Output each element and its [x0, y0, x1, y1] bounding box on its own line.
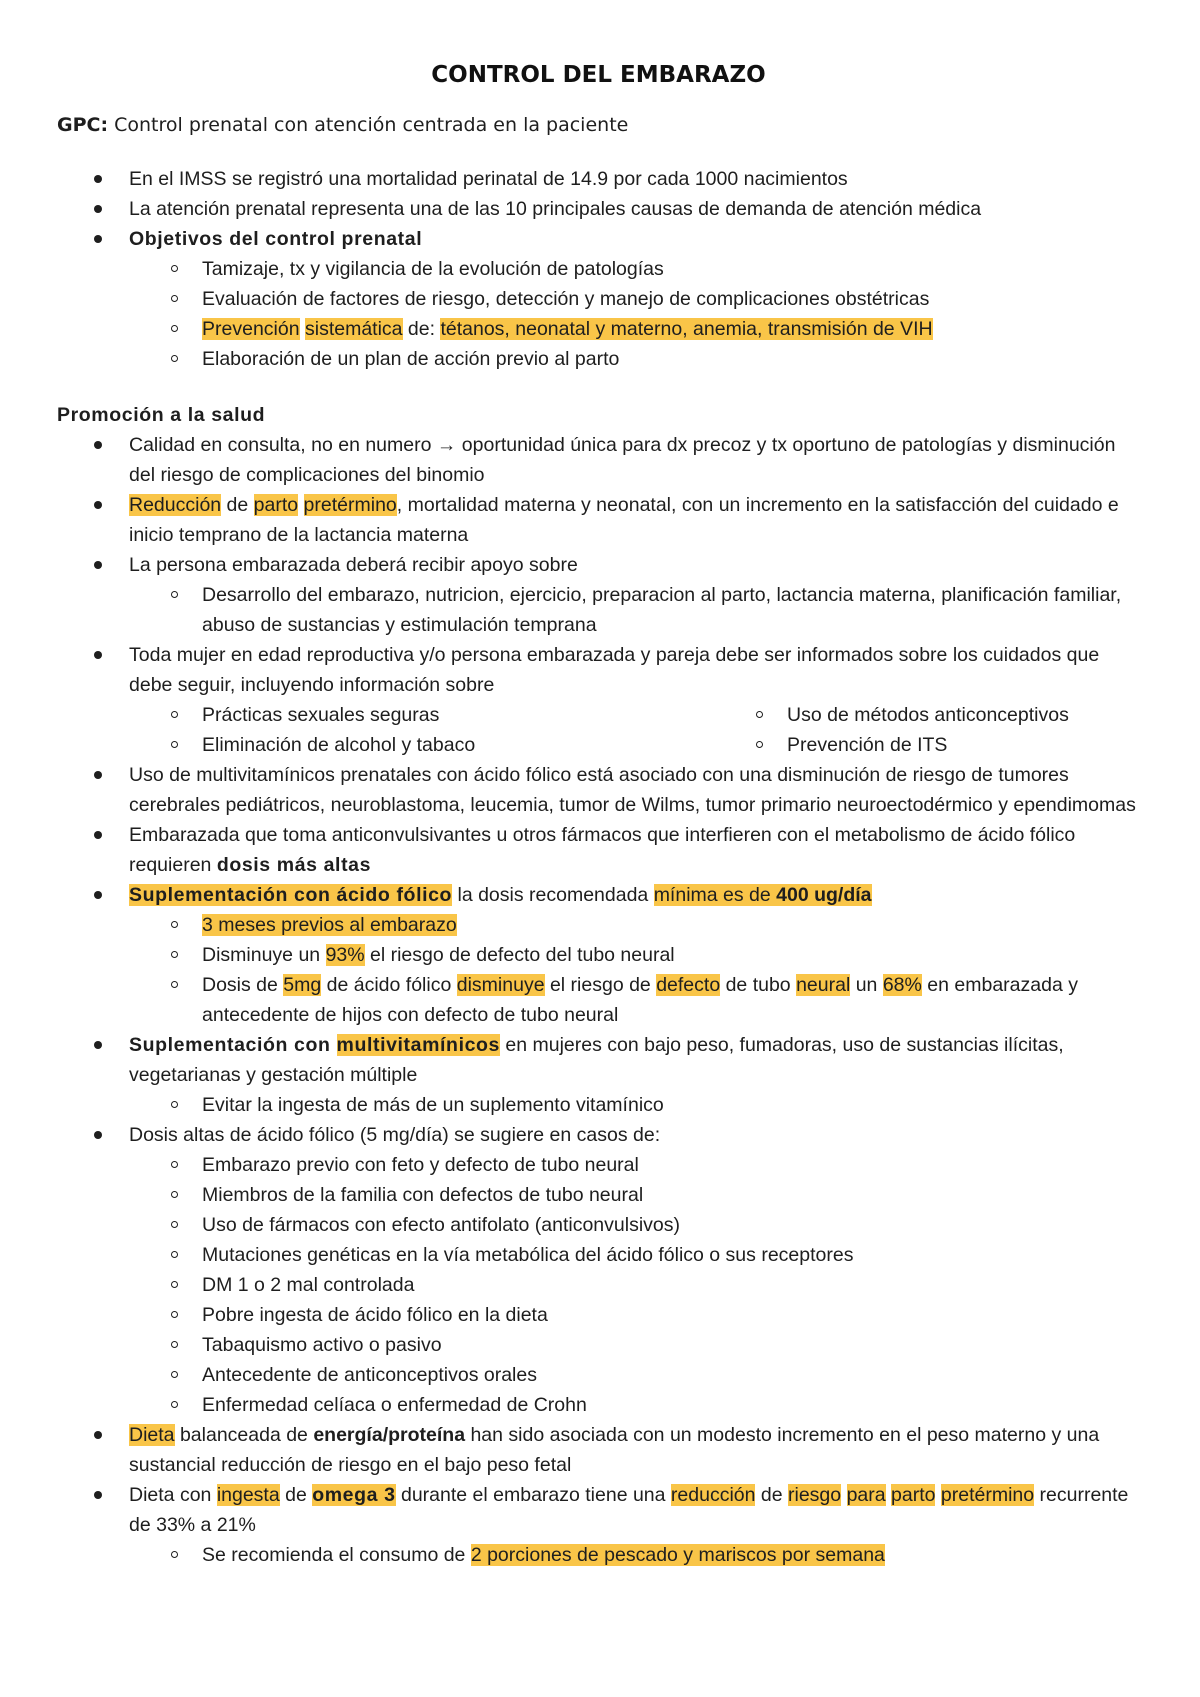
list-item	[57, 820, 1140, 880]
two-column-sublist	[129, 700, 1140, 760]
bold-run: Suplementación con	[129, 1034, 337, 1056]
promo-list	[57, 430, 1140, 1570]
list-item	[57, 1420, 1140, 1480]
intro-list	[57, 164, 1140, 374]
highlight: tétanos, neonatal y materno, anemia, transmisión de VIH	[440, 318, 933, 340]
sub-list-item: Prevención de ITS	[714, 730, 1069, 760]
sub-list-item: Miembros de la familia con defectos de tubo neural	[129, 1180, 1140, 1210]
sub-list-item: Enfermedad celíaca o enfermedad de Crohn	[129, 1390, 1140, 1420]
sub-list-item: Desarrollo del embarazo, nutricion, ejercicio, preparacion al parto, lactancia materna, planificación familiar, abuso de sustancias y estimulación temprana	[129, 580, 1140, 640]
text-run: de	[221, 494, 254, 516]
bold-run: dosis más altas	[216, 854, 372, 876]
highlight: Prevención	[202, 318, 300, 340]
highlight: omega 3	[312, 1484, 396, 1506]
sub-list-item: Uso de métodos anticonceptivos	[714, 700, 1069, 730]
sub-list-item	[129, 910, 1140, 940]
highlight: 3 meses previos al embarazo	[202, 914, 457, 936]
sub-list-col2	[714, 700, 1069, 760]
highlight: Suplementación con ácido fólico	[129, 884, 453, 906]
sub-list-item: Mutaciones genéticas en la vía metabólica del ácido fólico o sus receptores	[129, 1240, 1140, 1270]
list-item	[57, 550, 1140, 640]
gpc-text: Control prenatal con atención centrada en la paciente	[108, 114, 629, 136]
highlight: defecto	[656, 974, 721, 996]
text-run: balanceada de	[174, 1424, 314, 1446]
text-run: Dosis de	[202, 974, 284, 996]
sub-list-item: Embarazo previo con feto y defecto de tubo neural	[129, 1150, 1140, 1180]
gpc-label: GPC:	[57, 114, 109, 136]
text-run: de	[279, 1484, 313, 1506]
sub-list-col1	[129, 700, 714, 760]
text-run: Disminuye un	[202, 944, 326, 966]
sub-list-item	[129, 940, 1140, 970]
list-item	[57, 224, 1140, 374]
highlight: 2 porciones de pescado y mariscos por semana	[470, 1544, 885, 1566]
text-run: de	[755, 1484, 789, 1506]
list-item: Uso de multivitamínicos prenatales con ácido fólico está asociado con una disminución de riesgo de tumores cerebrales pediátricos, neuroblastoma, leucemia, tumor de Wilms, tumor primario neuroectodérmico y ependimomas	[57, 760, 1140, 820]
section-heading-promocion: Promoción a la salud	[57, 404, 266, 426]
gpc-line	[57, 110, 1140, 140]
text-run: Dieta con	[129, 1484, 217, 1506]
objectives-sublist	[129, 254, 1140, 374]
sub-list	[129, 1090, 1140, 1120]
highlight: pretérmino	[940, 1484, 1035, 1506]
list-item	[57, 1120, 1140, 1420]
text-run: un	[850, 974, 883, 996]
text-run: La persona embarazada deberá recibir apoyo sobre	[129, 554, 578, 576]
sub-list-item: Tabaquismo activo o pasivo	[129, 1330, 1140, 1360]
highlight: 5mg	[283, 974, 322, 996]
sub-list-item: Antecedente de anticonceptivos orales	[129, 1360, 1140, 1390]
sub-list-item	[129, 970, 1140, 1030]
highlight: disminuye	[456, 974, 545, 996]
highlight: parto	[253, 494, 299, 516]
text-run: han sido asociada con un modesto incremento en el peso materno y una sustancial reducción de riesgo en el bajo peso fetal	[129, 1424, 1100, 1476]
text-run: durante el embarazo tiene una	[395, 1484, 671, 1506]
text-run: el riesgo de	[544, 974, 657, 996]
sub-list	[129, 1540, 1140, 1570]
highlight	[654, 884, 872, 906]
sub-list-item: Tamizaje, tx y vigilancia de la evolución de patologías	[129, 254, 1140, 284]
sub-list	[129, 580, 1140, 640]
text-run: Se recomienda el consumo de	[202, 1544, 471, 1566]
sub-list-high-dose	[129, 1150, 1140, 1420]
list-item	[57, 1480, 1140, 1570]
text-run: mínima es de	[653, 884, 777, 906]
sub-list-item: Prácticas sexuales seguras	[129, 700, 714, 730]
sub-list-item: Uso de fármacos con efecto antifolato (anticonvulsivos)	[129, 1210, 1140, 1240]
bold-run: energía/proteína	[313, 1424, 466, 1446]
highlight: para	[846, 1484, 886, 1506]
text-run: de ácido fólico	[321, 974, 457, 996]
highlight: sistemática	[304, 318, 403, 340]
bold-run: 400 ug/día	[776, 884, 872, 906]
list-item: Calidad en consulta, no en numero → oportunidad única para dx precoz y tx oportuno de patologías y disminución del riesgo de complicaciones del binomio	[57, 430, 1140, 490]
highlight: neural	[796, 974, 851, 996]
text-run: en embarazada y antecedente de hijos con defecto de tubo neural	[202, 974, 1078, 1026]
list-item	[57, 880, 1140, 1030]
highlight: Reducción	[129, 494, 222, 516]
sub-list-item: DM 1 o 2 mal controlada	[129, 1270, 1140, 1300]
text-run	[841, 1484, 846, 1506]
sub-list-item: Evitar la ingesta de más de un suplemento vitamínico	[129, 1090, 1140, 1120]
highlight: parto	[891, 1484, 936, 1506]
highlight: reducción	[670, 1484, 756, 1506]
sub-list-item	[129, 314, 1140, 344]
highlight: 93%	[325, 944, 365, 966]
text-run: el riesgo de defecto del tubo neural	[364, 944, 675, 966]
sub-list-item: Eliminación de alcohol y tabaco	[129, 730, 714, 760]
objectives-heading: Objetivos del control prenatal	[129, 228, 423, 250]
text-run: en mujeres con bajo peso, fumadoras, uso de sustancias ilícitas, vegetarianas y gestación múltiple	[129, 1034, 1064, 1086]
sub-list-item	[129, 1540, 1140, 1570]
highlight: multivitamínicos	[336, 1034, 500, 1056]
sub-list	[129, 910, 1140, 1030]
text-run: Embarazada que toma anticonvulsivantes u otros fármacos que interfieren con el metabolismo de ácido fólico requieren	[129, 824, 1076, 876]
list-item	[57, 490, 1140, 550]
list-item: La atención prenatal representa una de las 10 principales causas de demanda de atención médica	[57, 194, 1140, 224]
text-run: Toda mujer en edad reproductiva y/o persona embarazada y pareja debe ser informados sobre los cuidados que debe seguir, incluyendo información sobre	[129, 644, 1100, 696]
text-run: Dosis altas de ácido fólico (5 mg/día) se sugiere en casos de:	[129, 1124, 661, 1146]
text-run: recurrente de 33% a 21%	[129, 1484, 1129, 1536]
list-item	[57, 640, 1140, 760]
sub-list-item: Pobre ingesta de ácido fólico en la dieta	[129, 1300, 1140, 1330]
highlight: Dieta	[129, 1424, 175, 1446]
highlight: riesgo	[788, 1484, 842, 1506]
text-run: de tubo	[720, 974, 797, 996]
sub-list-item: Elaboración de un plan de acción previo al parto	[129, 344, 1140, 374]
highlight: pretérmino	[303, 494, 397, 516]
list-item	[57, 1030, 1140, 1120]
text-run: , mortalidad materna y neonatal, con un incremento en la satisfacción del cuidado e inicio temprano de la lactancia materna	[129, 494, 1119, 546]
highlight: ingesta	[216, 1484, 280, 1506]
text-run: la dosis recomendada	[452, 884, 654, 906]
sub-list-item: Evaluación de factores de riesgo, detección y manejo de complicaciones obstétricas	[129, 284, 1140, 314]
highlight: 68%	[882, 974, 922, 996]
text-run: de:	[402, 318, 441, 340]
page-title: CONTROL DEL EMBARAZO	[431, 62, 766, 88]
list-item: En el IMSS se registró una mortalidad perinatal de 14.9 por cada 1000 nacimientos	[57, 164, 1140, 194]
